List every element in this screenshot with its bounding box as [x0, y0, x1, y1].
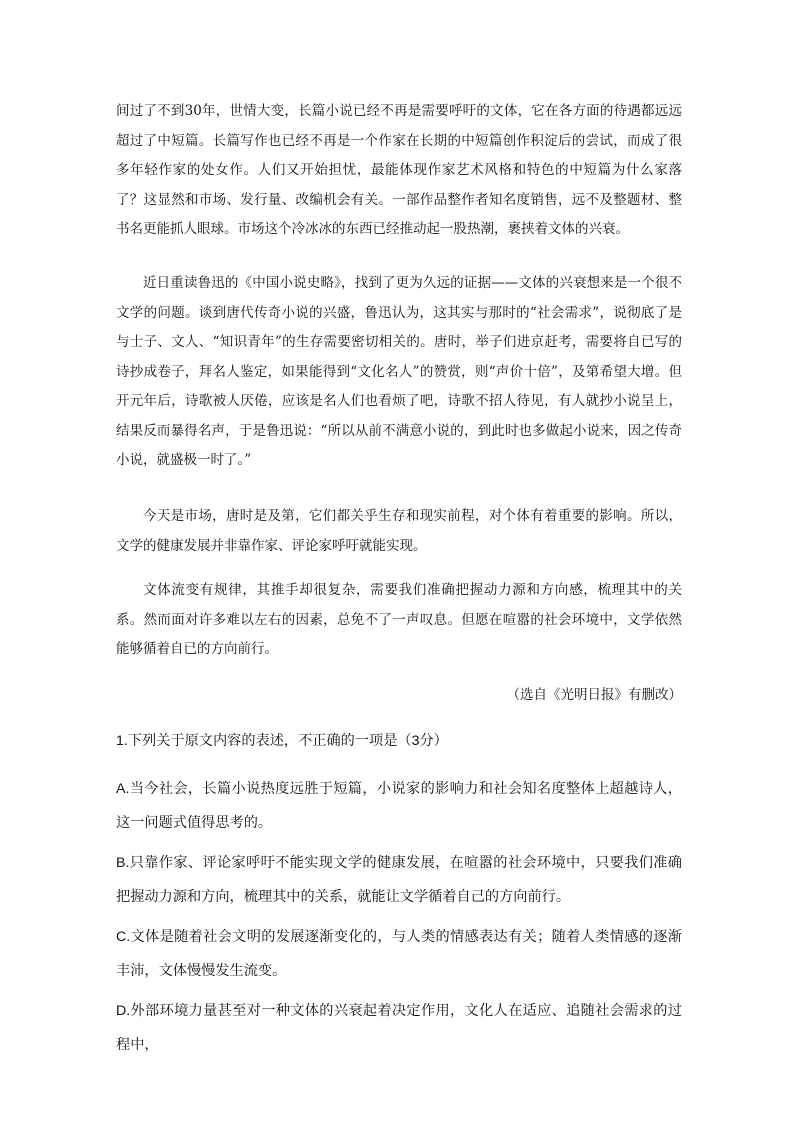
passage-paragraph-4: 文体流变有规律，其推手却很复杂，需要我们准确把握动力源和方向感，梳理其中的关系。然而面对许多难以左右的因素，总免不了一声叹息。但愿在喧嚣的社会环境中，文学依然能够循着自已的方向前行。	[116, 582, 682, 657]
option-d: D.外部环境力量甚至对一种文体的兴衰起着决定作用，文化人在适应、追随社会需求的过程中，	[116, 1003, 682, 1053]
option-b: B.只靠作家、评论家呼吁不能实现文学的健康发展，在喧嚣的社会环境中，只要我们准确把握动力源和方向，梳理其中的关系，就能让文学循着自己的方向前行。	[116, 855, 682, 905]
passage-paragraph-1: 间过了不到30年，世情大变，长篇小说已经不再是需要呼吁的文体，它在各方面的待遇都远远超过了中短篇。长篇写作也已经不再是一个作家在长期的中短篇创作积淀后的尝试，而成了很多年轻作家的处女作。人们又开始担忧，最能体现作家艺术风格和特色的中短篇为什么家落了？这显然和市场、发行量、改编机会有关。一部作品整作者知名度销售，远不及整题材、整书名更能抓人眼球。市场这个冷冰冰的东西已经推动起一股热潮，裹挟着文体的兴衰。	[116, 103, 682, 237]
option-a: A.当今社会，长篇小说热度远胜于短篇，小说家的影响力和社会知名度整体上超越诗人，这一问题式值得思考的。	[116, 781, 682, 831]
passage-paragraph-2: 近日重读鲁迅的《中国小说史略》，找到了更为久远的证据——文体的兴衰想来是一个很不文学的问题。谈到唐代传奇小说的兴盛，鲁迅认为，这其实与那时的“社会需求”，说彻底了是与士子、文人、“知识青年”的生存需要密切相关的。唐时，举子们进京赶考，需要将自已写的诗抄成卷子，拜名人鉴定，如果能得到“文化名人”的赞赏，则“声价十倍”，及第希望大增。但开元年后，诗歌被人厌倦，应该是名人们也看烦了吧，诗歌不招人待见，有人就抄小说呈上，结果反而暴得名声，于是鲁迅说：“所以从前不满意小说的，到此时也多做起小说来，因之传奇小说，就盛极一时了。”	[116, 275, 682, 468]
passage-paragraph-3: 今天是市场，唐时是及第，它们都关乎生存和现实前程，对个体有着重要的影响。所以，文学的健康发展并非靠作家、评论家呼吁就能实现。	[116, 508, 682, 554]
question-stem: 1.下列关于原文内容的表述，不正确的一项是（3分）	[116, 733, 448, 749]
option-c: C.文体是随着社会文明的发展逐渐变化的，与人类的情感表达有关；随着人类情感的逐渐丰沛，文体慢慢发生流变。	[116, 929, 682, 979]
source-note: （选自《光明日报》有删改）	[506, 687, 682, 703]
